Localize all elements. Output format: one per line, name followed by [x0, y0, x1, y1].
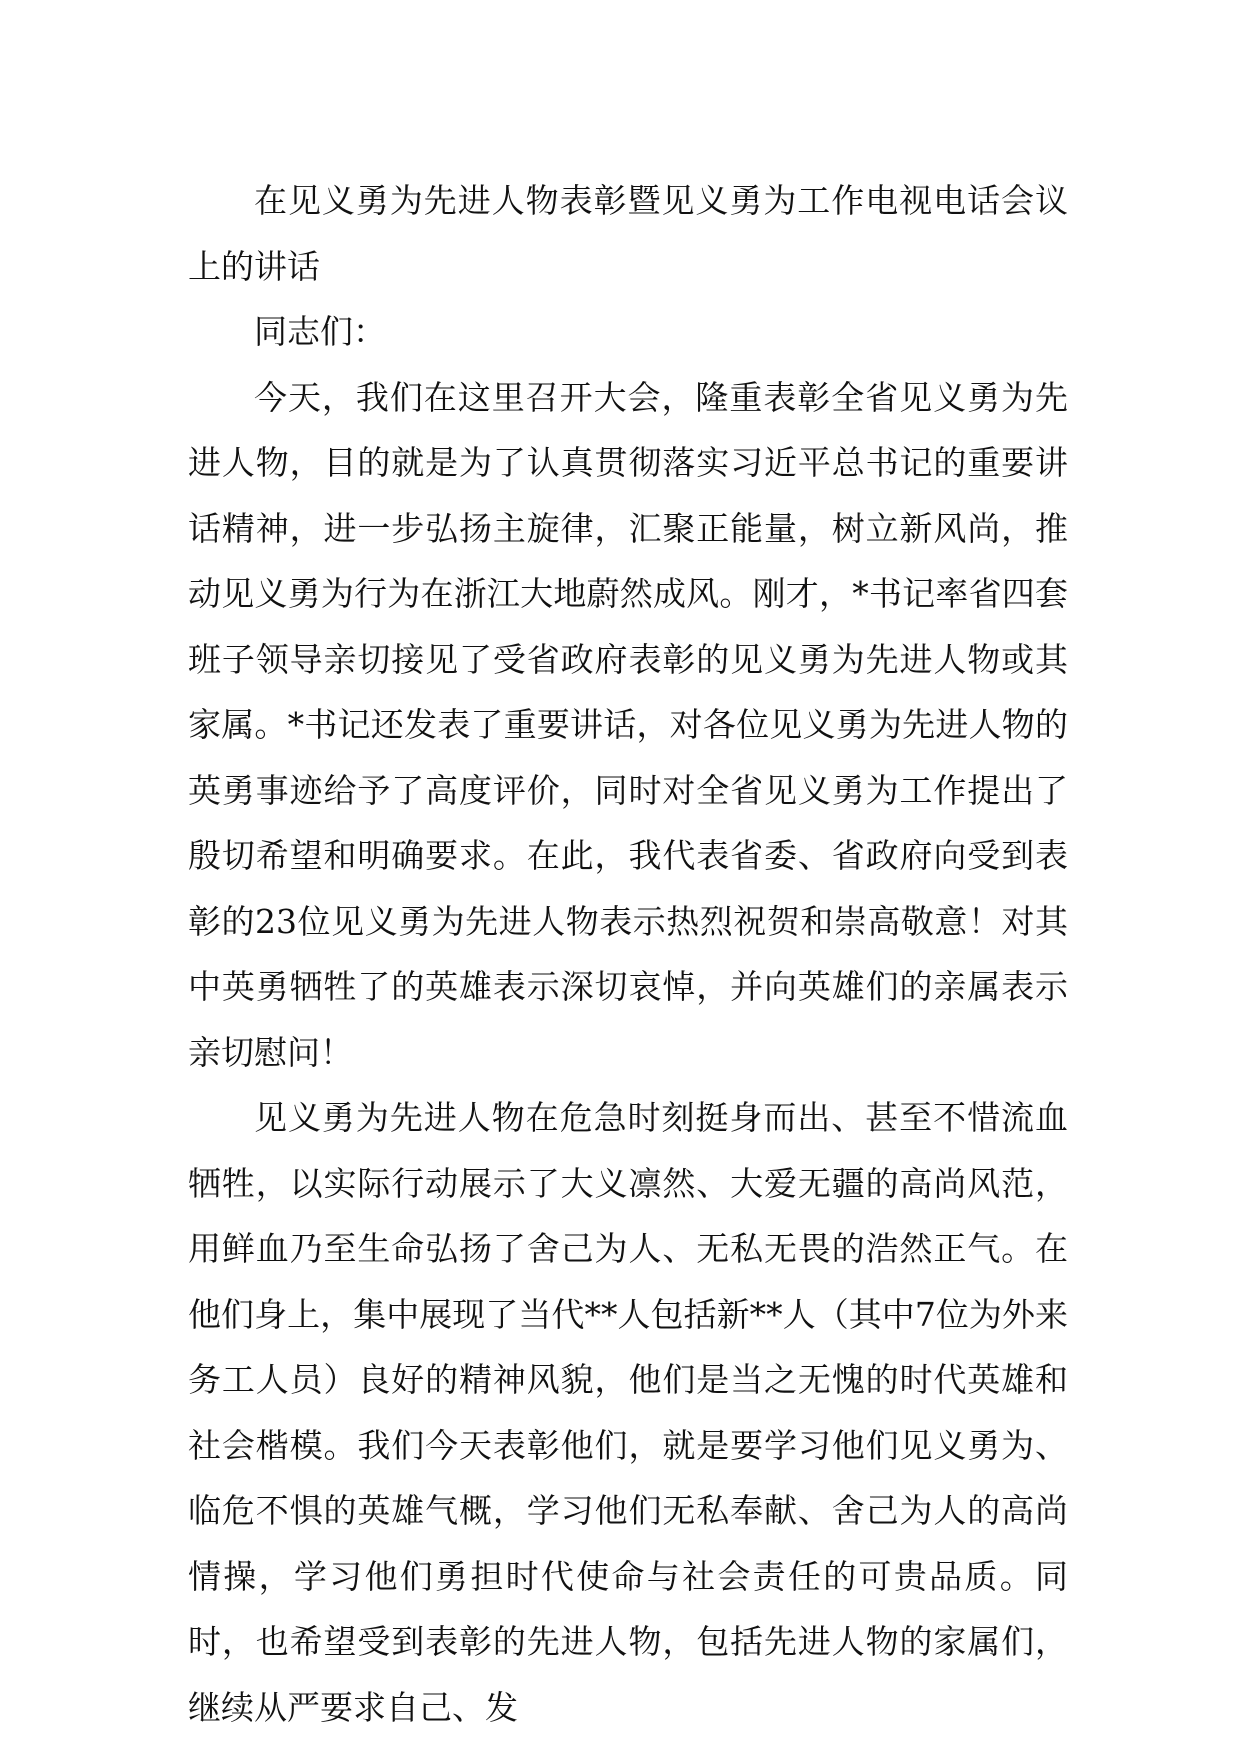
paragraph-2: 见义勇为先进人物在危急时刻挺身而出、甚至不惜流血牺牲，以实际行动展示了大义凛然、大爱无疆的高尚风范，用鲜血乃至生命弘扬了舍己为人、无私无畏的浩然正气。在他们身上，集中展现了当代**人包括新**人（其中7位为外来务工人员）良好的精神风貌，他们是当之无愧的时代英雄和社会楷模。我们今天表彰他们，就是要学习他们见义勇为、临危不惧的英雄气概，学习他们无私奉献、舍己为人的高尚情操，学习他们勇担时代使命与社会责任的可贵品质。同时，也希望受到表彰的先进人物，包括先进人物的家属们，继续从严要求自己、发 [188, 1098, 1068, 1727]
speech-title: 在见义勇为先进人物表彰暨见义勇为工作电视电话会议上的讲话 [188, 181, 1068, 286]
speech-body [188, 168, 1068, 1740]
paragraph-1: 今天，我们在这里召开大会，隆重表彰全省见义勇为先进人物，目的就是为了认真贯彻落实习近平总书记的重要讲话精神，进一步弘扬主旋律，汇聚正能量，树立新风尚，推动见义勇为行为在浙江大地蔚然成风。刚才，*书记率省四套班子领导亲切接见了受省政府表彰的见义勇为先进人物或其家属。*书记还发表了重要讲话，对各位见义勇为先进人物的英勇事迹给予了高度评价，同时对全省见义勇为工作提出了殷切希望和明确要求。在此，我代表省委、省政府向受到表彰的23位见义勇为先进人物表示热烈祝贺和崇高敬意！对其中英勇牺牲了的英雄表示深切哀悼，并向英雄们的亲属表示亲切慰问！ [188, 377, 1068, 1072]
salutation: 同志们： [254, 312, 386, 351]
